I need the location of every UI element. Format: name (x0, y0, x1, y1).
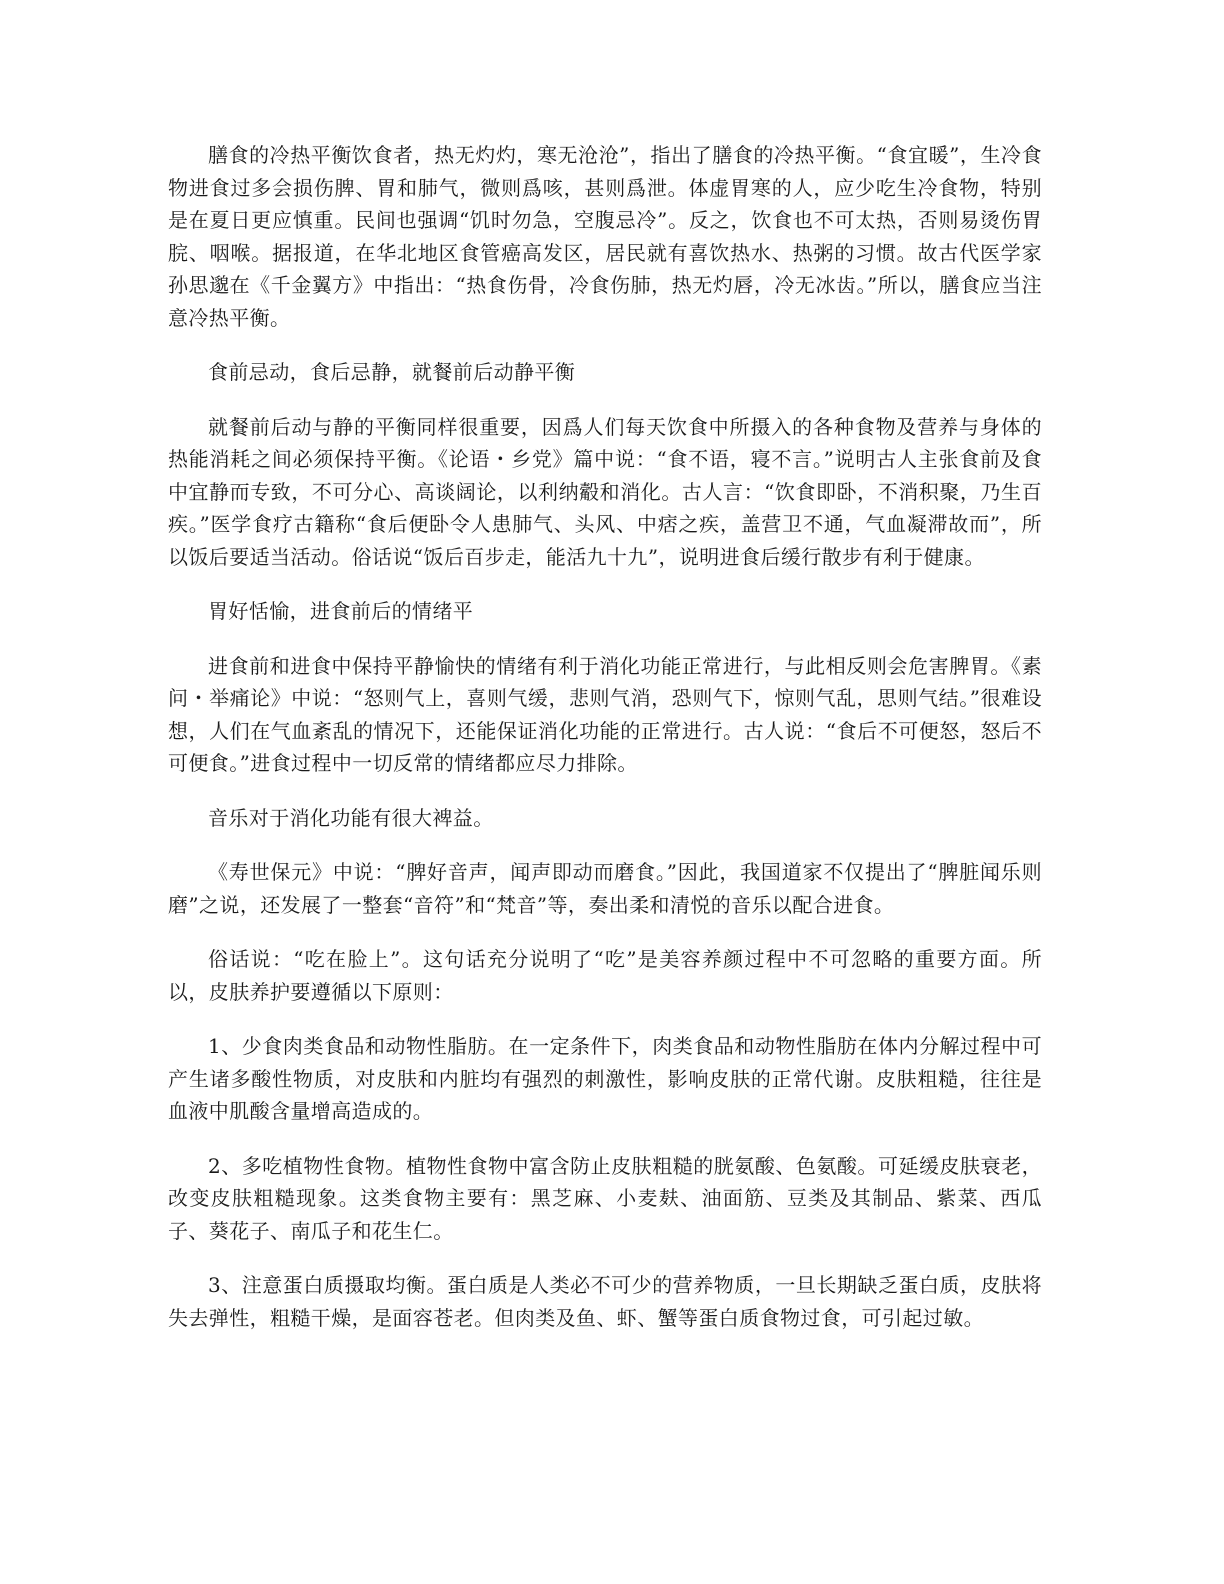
paragraph-cold-hot-balance: 膳食的冷热平衡饮食者，热无灼灼，寒无沧沧”，指出了膳食的冷热平衡。“食宜暖”，生冷食物进食过多会损伤脾、胃和肺气，微则爲咳，甚则爲泄。体虚胃寒的人，应少吃生冷食物，特别是在夏日更应慎重。民间也强调“饥时勿急，空腹忌冷”。反之，饮食也不可太热，否则易烫伤胃脘、咽喉。据报道，在华北地区食管癌高发区，居民就有喜饮热水、热粥的习惯。故古代医学家孙思邈在《千金翼方》中指出：“热食伤骨，冷食伤肺，热无灼唇，冷无冰齿。”所以，膳食应当注意冷热平衡。 (168, 143, 1042, 330)
paragraph-music: 《寿世保元》中说：“脾好音声，闻声即动而磨食。”因此，我国道家不仅提出了“脾脏闻乐则磨”之说，还发展了一整套“音符”和“梵音”等，奏出柔和清悦的音乐以配合进食。 (168, 860, 1042, 917)
paragraph-skin-intro: 俗话说：“吃在脸上”。这句话充分说明了“吃”是美容养颜过程中不可忽略的重要方面。所以，皮肤养护要遵循以下原则： (168, 947, 1042, 1004)
paragraph-movement-balance: 就餐前后动与静的平衡同样很重要，因爲人们每天饮食中所摄入的各种食物及营养与身体的热能消耗之间必须保持平衡。《论语・乡党》篇中说：“食不语，寝不言。”说明古人主张食前及食中宜静而专致，不可分心、高谈阔论，以利纳觳和消化。古人言：“饮食即卧，不消积聚，乃生百疾。”医学食疗古籍称“食后便卧令人患肺气、头风、中痞之疾，盖营卫不通，气血凝滞故而”，所以饭后要适当活动。俗话说“饭后百步走，能活九十九”，说明进食后缓行散步有利于健康。 (168, 414, 1042, 569)
list-item-skin-principle-2: 2、多吃植物性食物。植物性食物中富含防止皮肤粗糙的胱氨酸、色氨酸。可延缓皮肤衰老，改变皮肤粗糙现象。这类食物主要有：黑芝麻、小麦麸、油面筋、豆类及其制品、紫菜、西瓜子、葵花子、南瓜子和花生仁。 (168, 1153, 1042, 1243)
section-heading-emotion-balance: 胃好恬愉，进食前后的情绪平 (208, 599, 474, 623)
list-item-skin-principle-3: 3、注意蛋白质摄取均衡。蛋白质是人类必不可少的营养物质，一旦长期缺乏蛋白质，皮肤将失去弹性，粗糙干燥，是面容苍老。但肉类及鱼、虾、蟹等蛋白质食物过食，可引起过敏。 (168, 1273, 1042, 1330)
section-heading-movement-balance: 食前忌动，食后忌静，就餐前后动静平衡 (208, 360, 576, 384)
paragraph-emotion-balance: 进食前和进食中保持平静愉快的情绪有利于消化功能正常进行，与此相反则会危害脾胃。《素问・举痛论》中说：“怒则气上，喜则气缓，悲则气消，恐则气下，惊则气乱，思则气结。”很难设想，人们在气血紊乱的情况下，还能保证消化功能的正常进行。古人说：“食后不可便怒，怒后不可便食。”进食过程中一切反常的情绪都应尽力排除。 (168, 653, 1042, 775)
list-item-skin-principle-1: 1、少食肉类食品和动物性脂肪。在一定条件下，肉类食品和动物性脂肪在体内分解过程中可产生诸多酸性物质，对皮肤和内脏均有强烈的刺激性，影响皮肤的正常代谢。皮肤粗糙，往往是血液中肌酸含量增高造成的。 (168, 1034, 1042, 1123)
document-page (168, 139, 1042, 1356)
section-heading-music: 音乐对于消化功能有很大裨益。 (208, 805, 494, 830)
